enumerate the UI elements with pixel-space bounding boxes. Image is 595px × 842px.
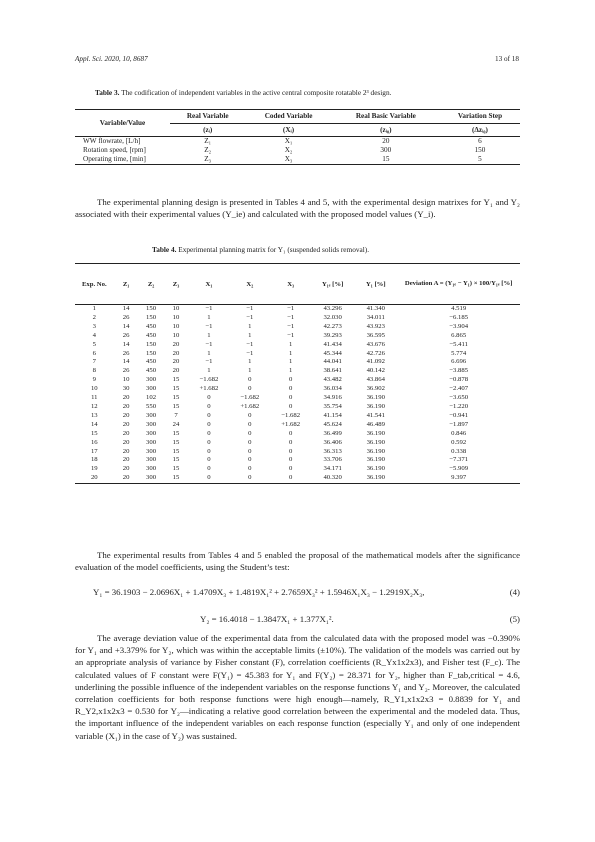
table4-cell: 0 — [207, 429, 211, 437]
table3-cell: X₂ — [284, 146, 293, 154]
table3-cell: WW flowrate, [L/h] — [83, 137, 141, 145]
paragraph-text: The experimental planning design is presented in Tables 4 and 5, with the experimental design matrixes for Y₁ and Y₂ associated with their experimental values (Y_ie) and calculated with the proposed model values (Y_i). — [75, 197, 520, 220]
table4-cell: 35.754 — [323, 402, 342, 410]
table4-cell: 20 — [172, 340, 180, 348]
table3-cell: 5 — [478, 155, 482, 163]
paragraph-results — [75, 549, 520, 573]
table4-row — [75, 332, 520, 341]
table4-cell: 1 — [288, 349, 293, 357]
table4-cell: 18 — [90, 456, 98, 464]
table4-row — [75, 358, 520, 367]
table4-cell: 300 — [146, 420, 157, 428]
table3-cell: Z₃ — [204, 155, 212, 163]
table4-cell: −0.941 — [449, 411, 469, 419]
table4-row — [75, 403, 520, 412]
table4-cell: 44.041 — [323, 358, 342, 366]
table3 — [75, 109, 520, 165]
table4-cell: −1 — [205, 305, 213, 312]
table4-cell: 2 — [92, 313, 96, 321]
table4-cell: 0 — [288, 429, 293, 437]
table3-cell: 20 — [382, 137, 390, 145]
table4-cell: 34.011 — [366, 313, 385, 321]
table4-cell: 1 — [248, 358, 252, 366]
table4-cell: −2.407 — [449, 385, 469, 393]
table4-cell: 16 — [90, 438, 98, 446]
table4-cell: 0 — [248, 385, 252, 393]
table4-cell: 1 — [288, 358, 293, 366]
paragraph-text: The average deviation value of the experimental data from the calculated data with the proposed model was −0.390% for Y₁ and +3.379% for Y₂, which was within the acceptable limits (±10%). The validation of the models was carried out by an appropriate analysis of variance by Fisher constant (F), correlation coefficients (R_Yx1x2x3), and Fisher test (F_c). The calculated values of F constant were F(Y₁) = 45.383 for Y₁ and F(Y₂) = 28.371 for Y₂, higher than F_tab,critical = 4.6, underlining the possible influence of the independent variables on the response functions Y₁ and Y₂. Moreover, the calculated correlation coefficients for both response functions were high enough—namely, R_Y1,x1x2x3 = 0.8839 for Y₁ and R_Y2,x1x2x3 = 0.530 for Y₂—indicating a relative good correlation between the experimental and the modeled data. Thus, the important influence of the independent variables on each response function (especially Y₁ and only of one independent variable (X₁) in the case of Y₂) was sustained. — [75, 633, 520, 741]
table4-cell: −1.682 — [240, 394, 260, 402]
table4-cell: 20 — [172, 358, 180, 366]
table4-cell: 0 — [248, 465, 252, 473]
table4-cell: 1 — [288, 367, 293, 375]
table4-row — [75, 376, 520, 385]
table4-cell: 300 — [146, 474, 157, 482]
table4-cell: 102 — [146, 394, 157, 402]
table4-cell: +1.682 — [240, 402, 260, 410]
table4-cell: 40.320 — [323, 474, 342, 482]
table4-cell: −6.185 — [449, 313, 469, 321]
table4-cell: 43.482 — [323, 376, 342, 384]
table4-cell: 36.190 — [366, 394, 385, 402]
table4-cell: 0 — [288, 385, 293, 393]
table4-cell: 20 — [122, 402, 130, 410]
equation-4-text: Y₁ = 36.1903 − 2.0696X₁ + 1.4709X₃ + 1.4819X₁² + 2.7659X₃² + 1.5946X₁X₃ − 1.2919X₂X₃, — [93, 587, 425, 597]
table4-cell: 42.273 — [323, 322, 342, 330]
table4-cell: −1.220 — [449, 402, 469, 410]
table4-cell: 20 — [122, 411, 130, 419]
table4-cell: 15 — [172, 429, 180, 437]
table3-caption-label: Table 3. — [95, 88, 120, 97]
table4-cell: 20 — [172, 367, 180, 375]
table4-cell: 36.190 — [366, 447, 385, 455]
table4-cell: −1.682 — [199, 376, 219, 384]
equation-4-number: (4) — [509, 587, 520, 597]
table4-cell: −1 — [205, 358, 213, 366]
table4-cell: 1 — [207, 367, 211, 375]
page-number: 13 of 18 — [495, 55, 519, 63]
table4-cell: 36.190 — [366, 438, 385, 446]
table4-row — [75, 385, 520, 394]
table4-cell: 0 — [248, 438, 252, 446]
table4-cell: 32.030 — [323, 313, 342, 321]
table4-cell: 10 — [122, 376, 130, 384]
table3-caption-text: The codification of independent variables in the active central composite rotatable 2³ design. — [121, 88, 392, 97]
table4-cell: 0 — [207, 402, 211, 410]
table4-cell: 14 — [122, 322, 130, 330]
table4-row — [75, 474, 520, 483]
table4-cell: 46.489 — [366, 420, 385, 428]
table4-cell: 36.499 — [323, 429, 342, 437]
table4-cell: 41.340 — [366, 305, 385, 312]
table4-header: Exp. No. — [81, 280, 107, 288]
table3-header: Real Variable — [186, 112, 229, 120]
table4-cell: −3.904 — [449, 322, 469, 330]
table4-cell: 15 — [172, 394, 180, 402]
table3-cell: 150 — [474, 146, 486, 154]
table4-cell: 0 — [288, 447, 293, 455]
table4-cell: 4 — [92, 331, 96, 339]
table4-header: Z₃ — [172, 280, 180, 288]
table4-cell: 0 — [248, 456, 252, 464]
table4-cell: 15 — [172, 438, 180, 446]
table4-cell: 20 — [122, 438, 130, 446]
table4-cell: −1 — [205, 322, 213, 330]
table3-cell: Operating time, [min] — [83, 155, 146, 163]
table4-cell: 300 — [146, 376, 157, 384]
table4-cell: 40.142 — [366, 367, 385, 375]
table4-row — [75, 430, 520, 439]
table4-cell: 7 — [92, 358, 96, 366]
table4-cell: 19 — [90, 465, 98, 473]
table3-subheader: (Δzᵢ₀) — [440, 124, 520, 137]
table4-caption-label: Table 4. — [152, 245, 177, 254]
table4-cell: 42.726 — [366, 349, 385, 357]
table4-cell: 36.595 — [366, 331, 385, 339]
table4-row — [75, 367, 520, 376]
journal-header: Appl. Sci. 2020, 10, 8687 — [75, 55, 148, 63]
table4-cell: −5.909 — [449, 465, 469, 473]
table4-cell: −7.371 — [449, 456, 469, 464]
table4-cell: 1 — [92, 305, 96, 312]
table4-cell: 1 — [248, 331, 252, 339]
table4-cell: 15 — [172, 465, 180, 473]
table4-cell: 20 — [122, 474, 130, 482]
table4-cell: 1 — [207, 349, 211, 357]
table4-cell: 300 — [146, 411, 157, 419]
table4-header: X₃ — [287, 280, 295, 288]
table4-cell: −1 — [246, 340, 254, 348]
table4-row — [75, 305, 520, 314]
table4-cell: 36.190 — [366, 474, 385, 482]
table3-subheader: (zᵢ) — [170, 124, 245, 137]
table4-cell: −1 — [287, 313, 295, 321]
table4-cell: 10 — [172, 305, 180, 312]
table3-cell: 6 — [478, 137, 482, 145]
table3-cell: Z₁ — [204, 137, 212, 145]
table4-cell: 0 — [248, 474, 252, 482]
table4-caption — [152, 245, 369, 254]
table4-row — [75, 412, 520, 421]
table4-cell: 41.434 — [323, 340, 342, 348]
table4-cell: 0 — [207, 420, 211, 428]
table4-row — [75, 421, 520, 430]
table4-row — [75, 465, 520, 474]
table4-header: X₁ — [205, 280, 213, 288]
table4-cell: 30 — [122, 385, 130, 393]
paragraph-validation — [75, 632, 520, 742]
table4-cell: 24 — [172, 420, 180, 428]
table4-row — [75, 448, 520, 457]
table4-cell: 43.864 — [366, 376, 385, 384]
table4-cell: 20 — [122, 394, 130, 402]
table4-cell: 0.592 — [451, 438, 467, 446]
table4-cell: 0 — [207, 394, 211, 402]
table4-cell: 300 — [146, 429, 157, 437]
table4-cell: 0 — [207, 474, 211, 482]
table4-header: Z₂ — [147, 280, 155, 288]
table4-row — [75, 394, 520, 403]
table4-cell: −1 — [287, 305, 295, 312]
equation-5-number: (5) — [509, 614, 520, 624]
table4-cell: 17 — [90, 447, 98, 455]
table4-cell: 0 — [248, 376, 252, 384]
table3-cell: 300 — [380, 146, 392, 154]
table4-cell: 14 — [90, 420, 98, 428]
table4-cell: 43.923 — [366, 322, 385, 330]
table4-row — [75, 439, 520, 448]
table4-cell: 0 — [207, 438, 211, 446]
table4-cell: 1 — [288, 340, 293, 348]
table3-cell: X₁ — [284, 137, 293, 145]
table4-cell: 6.865 — [451, 331, 467, 339]
table4-cell: 450 — [146, 358, 157, 366]
table4-cell: 150 — [146, 349, 157, 357]
table4-cell: 450 — [146, 367, 157, 375]
table4-cell: 1 — [248, 322, 252, 330]
table3-col-variable: Variable/Value — [99, 118, 146, 127]
table4-cell: 7 — [174, 411, 178, 419]
table4-cell: 26 — [122, 313, 130, 321]
table4-cell: 1 — [207, 331, 211, 339]
table4-cell: −0.878 — [449, 376, 469, 384]
table4-cell: 0.338 — [451, 447, 467, 455]
equation-5-text: Y₂ = 16.4018 − 1.3847X₁ + 1.377X₁². — [200, 614, 334, 624]
table4-cell: 0 — [207, 411, 211, 419]
table4-cell: 0 — [248, 429, 252, 437]
table4-cell: −3.885 — [449, 367, 469, 375]
table4-cell: −1 — [246, 313, 254, 321]
table4-cell: 14 — [122, 305, 130, 312]
table4-cell: 300 — [146, 456, 157, 464]
table4-header: Y₁ [%] — [365, 280, 386, 288]
table4-cell: 12 — [90, 402, 98, 410]
table4-cell: 20 — [122, 420, 130, 428]
table4-cell: 39.293 — [323, 331, 342, 339]
table4-cell: 20 — [122, 456, 130, 464]
table4-cell: 4.519 — [451, 305, 467, 312]
table4-header: Y₁ₑ [%] — [321, 280, 344, 288]
table4-cell: 41.092 — [366, 358, 385, 366]
table4-cell: 0 — [248, 447, 252, 455]
table4-cell: 33.706 — [323, 456, 342, 464]
table3-caption — [95, 88, 391, 97]
table4-cell: 36.190 — [366, 402, 385, 410]
table4-cell: −1 — [287, 331, 295, 339]
table4-cell: 15 — [172, 402, 180, 410]
table4-cell: 41.541 — [366, 411, 385, 419]
table4-cell: 20 — [122, 429, 130, 437]
table4-cell: 20 — [122, 465, 130, 473]
table4-cell: 36.034 — [323, 385, 342, 393]
table4-cell: 0 — [207, 447, 211, 455]
table4-cell: 550 — [146, 402, 157, 410]
table4-cell: 9 — [92, 376, 96, 384]
table4-cell: 38.641 — [323, 367, 342, 375]
table3-header: Real Basic Variable — [355, 112, 416, 120]
table4-cell: 34.916 — [323, 394, 342, 402]
table4-cell: 1 — [248, 367, 252, 375]
paragraph-text: The experimental results from Tables 4 and 5 enabled the proposal of the mathematical models after the significance evaluation of the model coefficients, using the Student’s test: — [75, 550, 520, 573]
table4-header: X₂ — [246, 280, 254, 288]
table4-cell: 26 — [122, 349, 130, 357]
table4-cell: −1 — [246, 305, 254, 312]
table4-cell: 0 — [207, 465, 211, 473]
table4-cell: 0 — [288, 376, 293, 384]
table4-cell: 300 — [146, 438, 157, 446]
table3-cell: Rotation speed, [rpm] — [83, 146, 146, 154]
table4-row — [75, 323, 520, 332]
table4-cell: 36.190 — [366, 429, 385, 437]
table4-cell: 5.774 — [451, 349, 467, 357]
table3-cell: 15 — [382, 155, 390, 163]
table3-cell: Z₂ — [204, 146, 212, 154]
table4-cell: 0 — [288, 474, 293, 482]
table4-cell: 13 — [90, 411, 98, 419]
table4-cell: 15 — [172, 474, 180, 482]
table4-cell: +1.682 — [199, 385, 219, 393]
table4-cell: 0 — [248, 411, 252, 419]
table3-subheader: (Xᵢ) — [245, 124, 331, 137]
table4-header: Z₁ — [122, 280, 130, 288]
table4-cell: 14 — [122, 340, 130, 348]
table4 — [75, 263, 520, 484]
table4-cell: 10 — [172, 322, 180, 330]
table4-cell: 150 — [146, 313, 157, 321]
table4-cell: −1 — [205, 340, 213, 348]
table4-cell: 11 — [91, 394, 98, 402]
table4-cell: 15 — [90, 429, 98, 437]
table4-cell: 43.676 — [366, 340, 385, 348]
table3-cell: X₃ — [284, 155, 293, 163]
table4-cell: 5 — [92, 340, 96, 348]
table4-cell: −1 — [287, 322, 295, 330]
table4-cell: 45.624 — [323, 420, 342, 428]
table4-caption-text: Experimental planning matrix for Y₁ (suspended solids removal). — [178, 245, 370, 254]
paragraph-intro — [75, 196, 520, 220]
table4-header: Deviation A = (Y₁ₑ − Y₁) × 100/Y₁ₑ [%] — [404, 280, 513, 287]
table4-cell: 0 — [288, 438, 293, 446]
table4-cell: 6.696 — [451, 358, 467, 366]
table4-cell: 300 — [146, 385, 157, 393]
table4-cell: 6 — [92, 349, 96, 357]
table4-cell: 20 — [90, 474, 98, 482]
table4-cell: 0 — [288, 465, 293, 473]
table3-header: Coded Variable — [264, 112, 313, 120]
table4-row — [75, 314, 520, 323]
table4-cell: 36.902 — [366, 385, 385, 393]
table4-cell: −1.682 — [281, 411, 301, 419]
table4-cell: −3.650 — [449, 394, 469, 402]
table4-row — [75, 350, 520, 359]
table4-cell: 10 — [172, 331, 180, 339]
table3-row — [75, 146, 520, 155]
table4-row — [75, 456, 520, 465]
table4-cell: 0 — [248, 420, 252, 428]
table4-cell: 15 — [172, 456, 180, 464]
table4-cell: 34.171 — [323, 465, 342, 473]
table4-cell: 20 — [122, 447, 130, 455]
table4-cell: 43.296 — [323, 305, 342, 312]
table4-cell: 150 — [146, 305, 157, 312]
table4-cell: 26 — [122, 367, 130, 375]
table4-cell: 450 — [146, 331, 157, 339]
table4-cell: 0 — [207, 456, 211, 464]
table3-row — [75, 155, 520, 165]
table4-cell: 0 — [288, 394, 293, 402]
table4-cell: −1 — [246, 349, 254, 357]
table4-cell: 14 — [122, 358, 130, 366]
table4-cell: 450 — [146, 322, 157, 330]
table4-cell: +1.682 — [281, 420, 301, 428]
table4-cell: 0 — [288, 402, 293, 410]
table4-cell: 15 — [172, 385, 180, 393]
table3-header: Variation Step — [457, 112, 503, 120]
table4-cell: 15 — [172, 376, 180, 384]
table4-cell: 36.406 — [323, 438, 342, 446]
table4-cell: 10 — [90, 385, 98, 393]
table3-row — [75, 137, 520, 147]
table4-cell: 41.154 — [323, 411, 342, 419]
table4-cell: 0.846 — [451, 429, 467, 437]
table4-cell: 300 — [146, 465, 157, 473]
table4-cell: 26 — [122, 331, 130, 339]
table4-cell: 3 — [92, 322, 96, 330]
table4-cell: 8 — [92, 367, 96, 375]
table4-cell: 36.313 — [323, 447, 342, 455]
table4-cell: −5.411 — [449, 340, 468, 348]
table4-cell: 9.397 — [451, 474, 467, 482]
table4-cell: 0 — [288, 456, 293, 464]
table4-cell: 45.344 — [323, 349, 342, 357]
table4-cell: 300 — [146, 447, 157, 455]
table4-cell: 15 — [172, 447, 180, 455]
table4-cell: 36.190 — [366, 456, 385, 464]
table4-row — [75, 341, 520, 350]
table4-cell: −1.897 — [449, 420, 469, 428]
table4-cell: 150 — [146, 340, 157, 348]
table4-cell: 36.190 — [366, 465, 385, 473]
table4-cell: 10 — [172, 313, 180, 321]
table3-subheader: (zᵢ₀) — [332, 124, 440, 137]
table4-cell: 1 — [207, 313, 211, 321]
table4-cell: 20 — [172, 349, 180, 357]
